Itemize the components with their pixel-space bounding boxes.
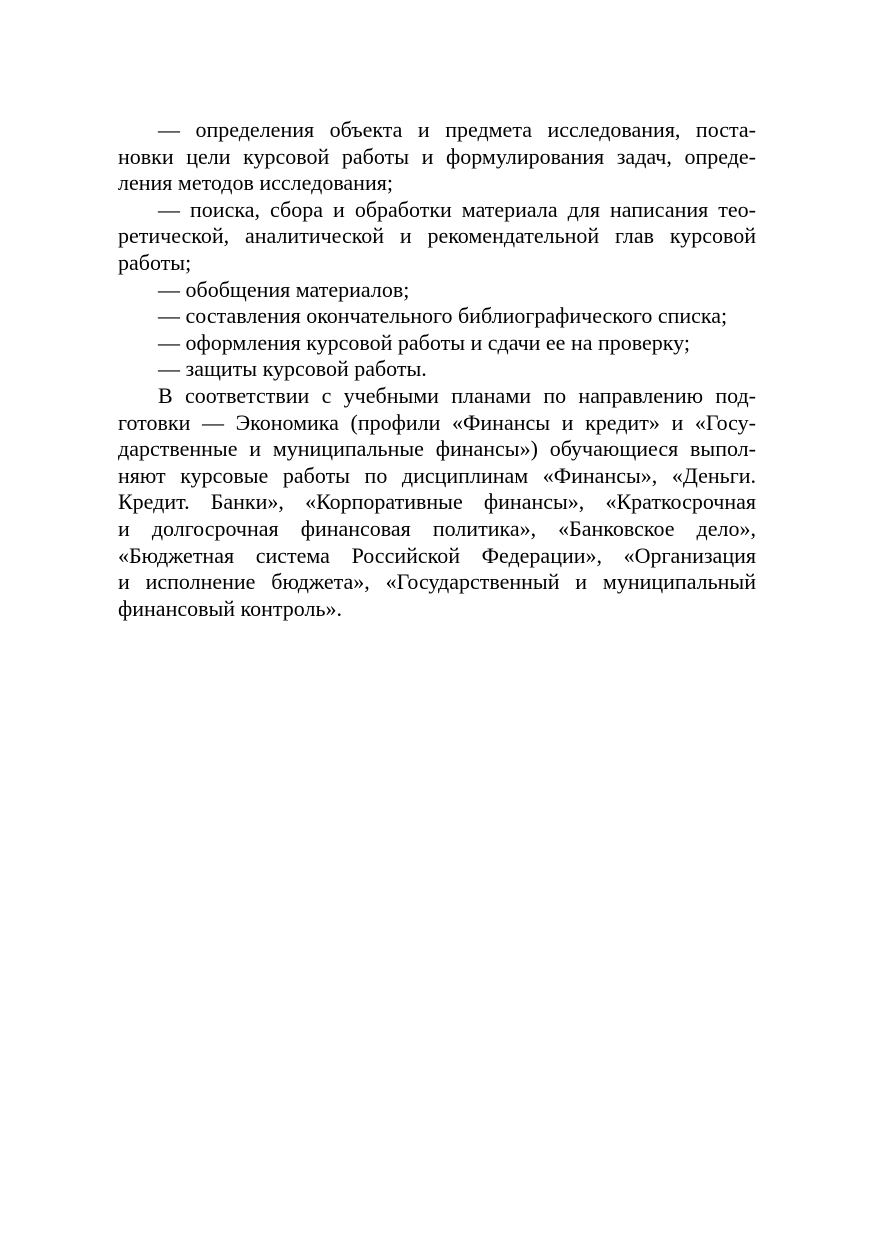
text-line: В соответствии с учебными планами по направлению под- (158, 382, 756, 408)
paragraph-generalization (118, 277, 756, 304)
text-line: — оформления курсовой работы и сдачи ее на проверку; (158, 329, 690, 355)
paragraph-defense (118, 356, 756, 383)
paragraph-formatting (118, 330, 756, 357)
text-line: «Бюджетная система Российской Федерации», «Организация (118, 542, 756, 568)
paragraph-bibliography (118, 303, 756, 330)
text-line: — поиска, сбора и обработки материала для написания тео- (158, 196, 756, 222)
text-line: ления методов исследования; (118, 170, 393, 196)
text-line: дарственные и муниципальные финансы») обучающиеся выпол- (118, 436, 756, 462)
text-line: Кредит. Банки», «Корпоративные финансы», «Краткосрочная (118, 489, 756, 515)
text-line: — составления окончательного библиографического списка; (158, 303, 728, 329)
text-line: готовки — Экономика (профили «Финансы и кредит» и «Госу- (118, 409, 756, 435)
text-line: ретической, аналитической и рекомендательной глав курсовой (118, 223, 756, 249)
text-line: работы; (118, 249, 192, 275)
text-line: — защиты курсовой работы. (158, 356, 427, 382)
text-line: — определения объекта и предмета исследования, поста- (158, 117, 756, 142)
text-line: и исполнение бюджета», «Государственный и муниципальный (118, 569, 756, 595)
paragraph-objective-definition (118, 117, 756, 197)
body-text (118, 117, 756, 622)
paragraph-material-search (118, 197, 756, 277)
text-line: няют курсовые работы по дисциплинам «Финансы», «Деньги. (118, 462, 756, 488)
text-line: и долгосрочная финансовая политика», «Банковское дело», (118, 515, 756, 541)
text-line: — обобщения материалов; (158, 276, 410, 302)
paragraph-curriculum (118, 383, 756, 622)
text-line: финансовый контроль». (118, 595, 342, 621)
text-line: новки цели курсовой работы и формулирования задач, опреде- (118, 143, 756, 169)
